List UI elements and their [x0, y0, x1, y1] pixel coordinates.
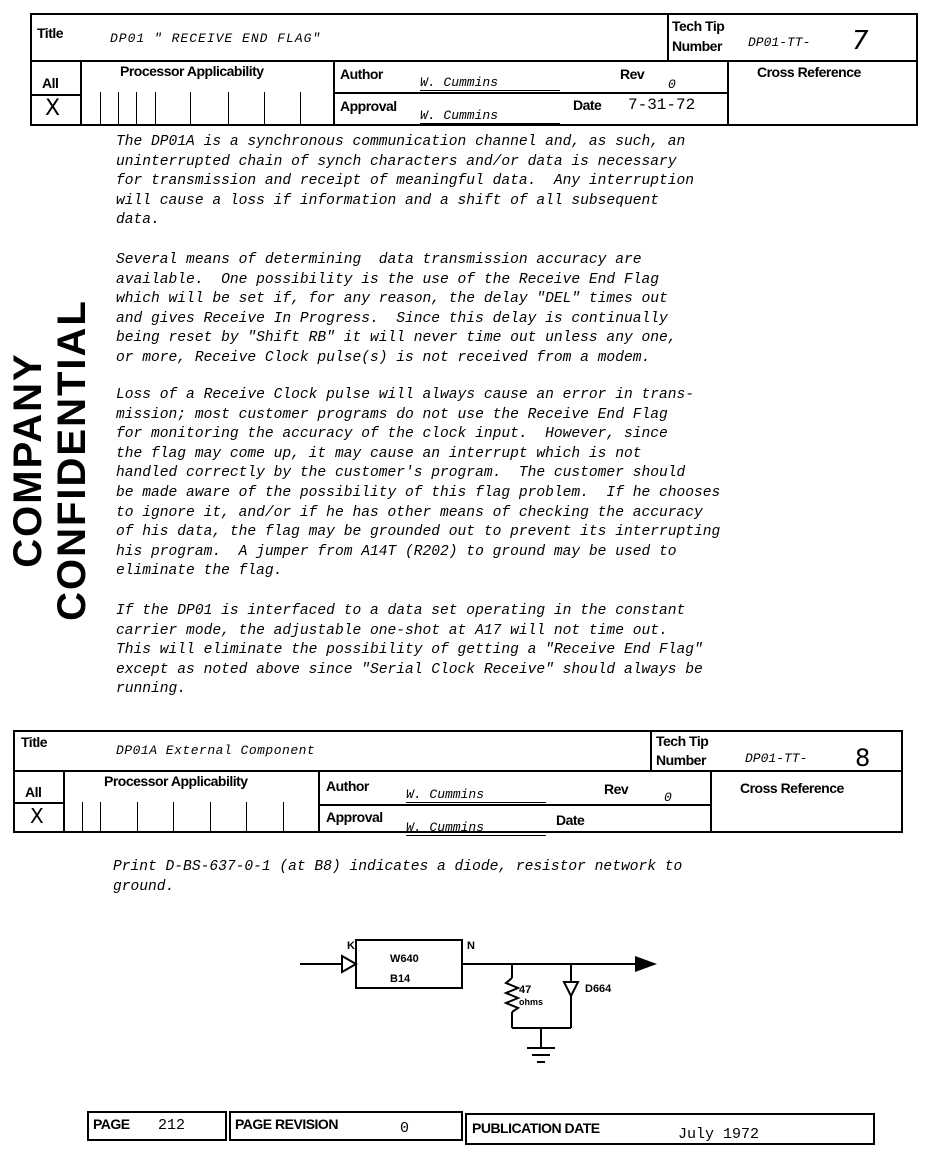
- tip-number-handwritten: 8: [855, 744, 871, 772]
- diode-label: D664: [585, 983, 612, 995]
- number-label: Number: [672, 38, 722, 54]
- title-label: Title: [21, 734, 48, 750]
- date-label: Date: [573, 97, 602, 113]
- rev-value: 0: [668, 77, 676, 92]
- module-label: W640: [390, 953, 419, 965]
- page-label: PAGE: [93, 1116, 130, 1132]
- tip-number-handwritten: 7: [852, 26, 869, 56]
- rev-label: Rev: [620, 66, 645, 82]
- author-value: W. Cummins: [420, 75, 560, 91]
- tip-title: DP01 " RECEIVE END FLAG": [110, 31, 322, 46]
- resistor-value-label: 47: [519, 984, 532, 996]
- author-label: Author: [340, 66, 383, 82]
- resistor-unit-label: ohms: [519, 997, 544, 1007]
- header-divider: [30, 60, 918, 62]
- resistor-symbol-icon: [506, 978, 518, 1012]
- page-revision-label: PAGE REVISION: [235, 1116, 338, 1132]
- body-paragraph: If the DP01 is interfaced to a data set operating in the constant carrier mode, the adjustable one-shot at A17 will not time out. This will eliminate the possibility of getting a "Receive End Flag" except as noted above since "Serial Clock Receive" should always be running.: [116, 603, 703, 698]
- cross-reference-label: Cross Reference: [757, 64, 861, 80]
- all-checkmark: X: [45, 96, 61, 121]
- header-divider: [80, 60, 82, 126]
- title-label: Title: [37, 25, 64, 41]
- header-divider: [667, 13, 669, 61]
- module-label: B14: [390, 973, 411, 985]
- header-divider: [710, 770, 712, 833]
- date-label: Date: [556, 812, 585, 828]
- approval-label: Approval: [326, 809, 383, 825]
- rev-value: 0: [664, 790, 672, 805]
- approval-value: W. Cummins: [406, 820, 546, 836]
- tip-title: DP01A External Component: [116, 743, 316, 758]
- publication-date-label: PUBLICATION DATE: [472, 1120, 600, 1136]
- body-paragraph: The DP01A is a synchronous communication channel and, as such, an uninterrupted chain of synch characters and/or data is necessary for transmission and receipt of meaningful data. Any interruption will cause a loss if information and a shift of all subsequent data.: [116, 134, 695, 229]
- cross-reference-label: Cross Reference: [740, 780, 844, 796]
- all-label: All: [42, 75, 59, 91]
- tip-number: DP01-TT-: [748, 35, 811, 50]
- header-divider: [333, 92, 728, 94]
- approval-value: W. Cummins: [420, 108, 560, 124]
- page-revision-value: 0: [400, 1120, 410, 1137]
- body-paragraph: Several means of determining data transmission accuracy are available. One possibility is the use of the Receive End Flag which will be set if, for any reason, the delay "DEL" times out and gives Receive In Progress. Since this delay is continually being reset by "Shift RB" it will never time out unless any one, or more, Receive Clock pulse(s) is not received from a modem.: [116, 252, 677, 366]
- pin-out-label: N: [467, 940, 475, 952]
- header-divider: [13, 770, 903, 772]
- schematic-diagram: [290, 930, 670, 1075]
- tip-number: DP01-TT-: [745, 751, 808, 766]
- header-divider: [63, 770, 65, 833]
- techtip-label: Tech Tip: [656, 733, 709, 749]
- company-confidential-stamp: COMPANY CONFIDENTIAL: [6, 299, 94, 621]
- all-checkmark: X: [30, 804, 44, 828]
- author-value: W. Cummins: [406, 787, 546, 803]
- header-divider: [318, 770, 320, 833]
- output-arrow-icon: [635, 956, 657, 972]
- header-divider: [318, 804, 711, 806]
- processor-applicability-label: Processor Applicability: [104, 773, 248, 789]
- date-value: 7-31-72: [628, 96, 696, 114]
- processor-applicability-label: Processor Applicability: [120, 63, 264, 79]
- header-divider: [650, 730, 652, 771]
- pin-in-label: K: [347, 940, 355, 952]
- body-paragraph: Loss of a Receive Clock pulse will always cause an error in trans- mission; most customer programs do not use the Receive End Flag for monitoring the accuracy of the clock input. However, since the flag may come up, it may cause an interrupt which is not handled correctly by the customer's program. The customer should be made aware of the possibility of this flag problem. If he chooses to ignore it, and/or if he has other means of checking the accuracy of his data, the flag may be grounded out to prevent its interrupting his program. A jumper from A14T (R202) to ground may be used to eliminate the flag.: [116, 387, 721, 580]
- techtip-label: Tech Tip: [672, 18, 725, 34]
- number-label: Number: [656, 752, 706, 768]
- page-number: 212: [158, 1117, 186, 1134]
- approval-label: Approval: [340, 98, 397, 114]
- author-label: Author: [326, 778, 369, 794]
- publication-date-value: July 1972: [678, 1126, 760, 1143]
- rev-label: Rev: [604, 781, 629, 797]
- body-paragraph: Print D-BS-637-0-1 (at B8) indicates a diode, resistor network to ground.: [113, 859, 683, 895]
- input-arrow-icon: [342, 956, 356, 972]
- all-label: All: [25, 784, 42, 800]
